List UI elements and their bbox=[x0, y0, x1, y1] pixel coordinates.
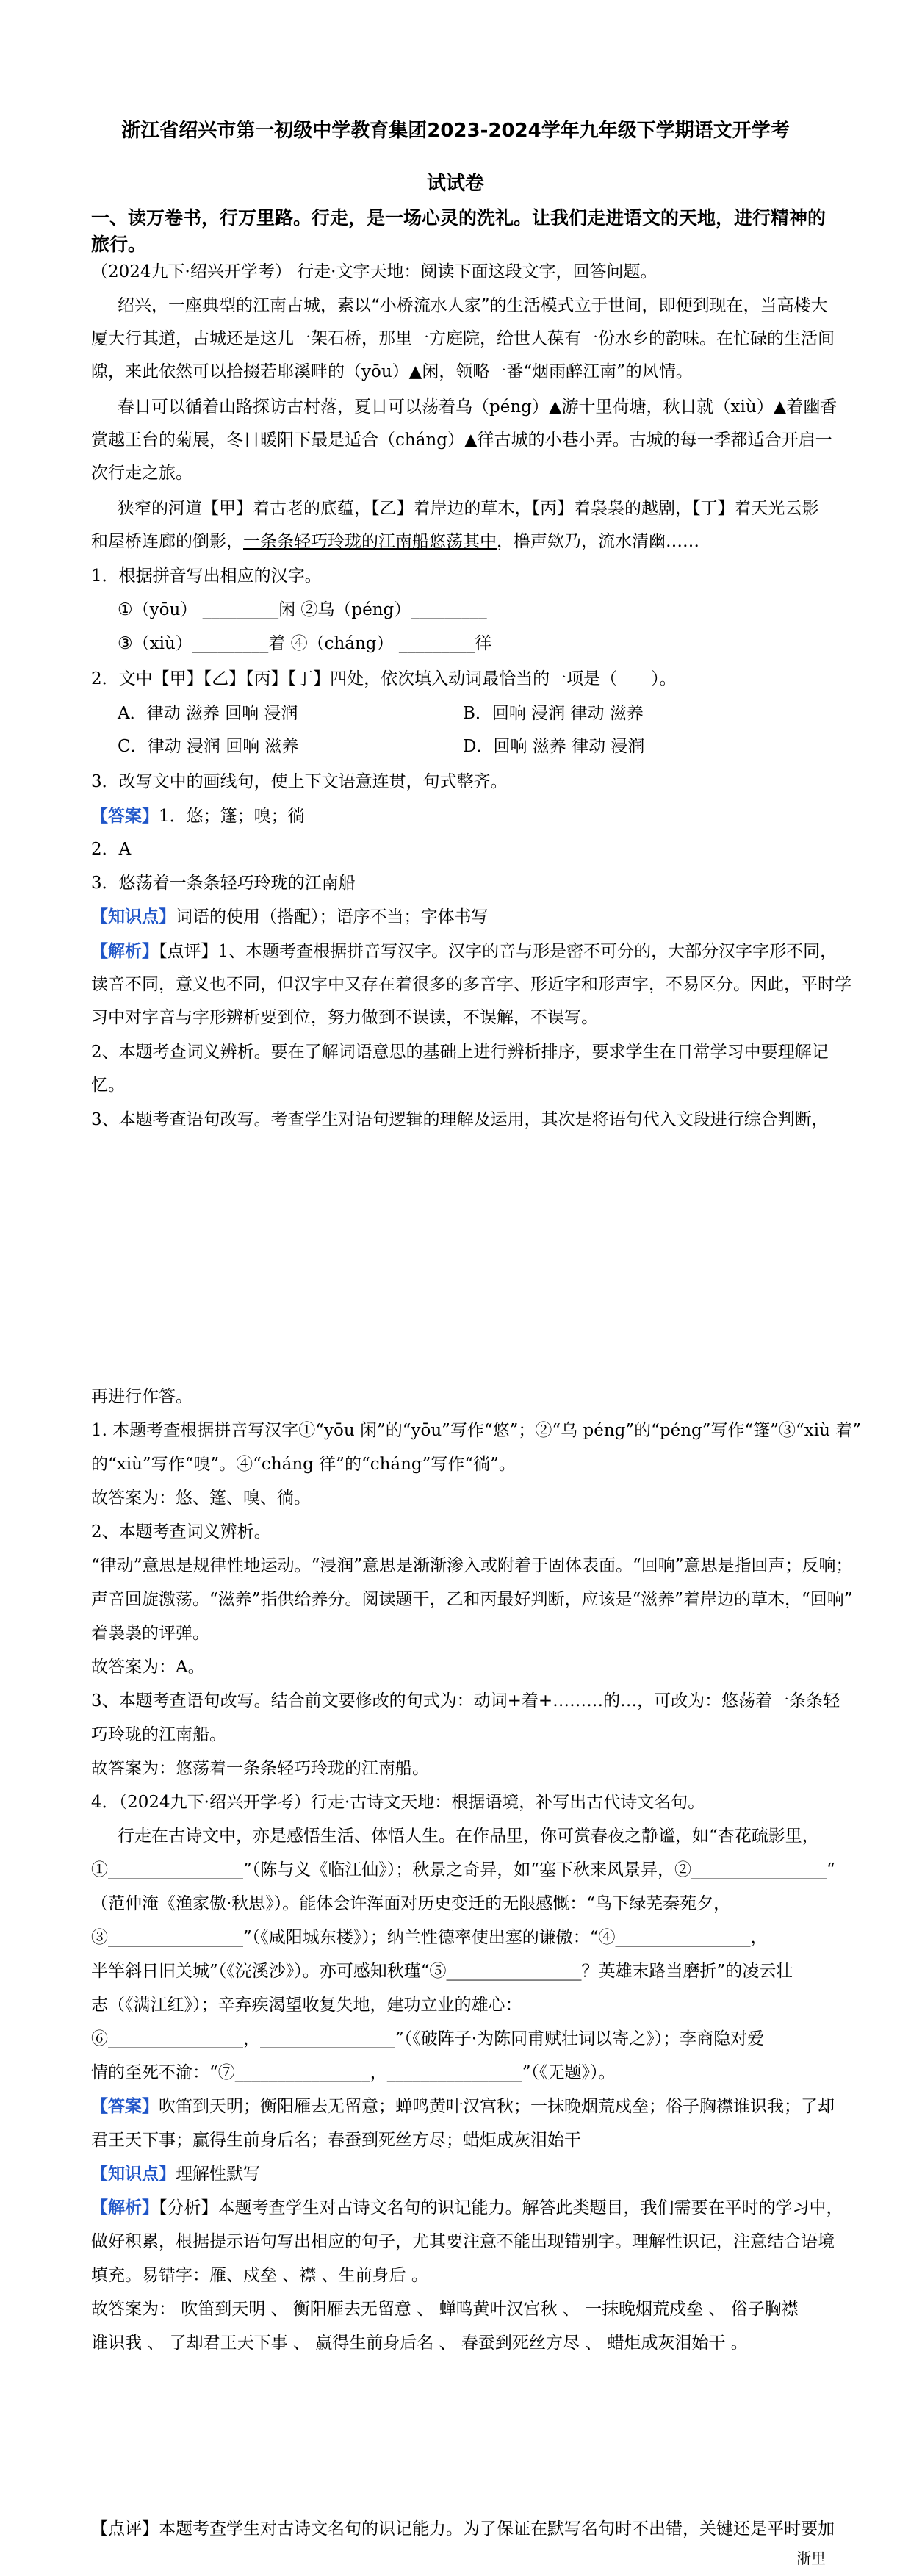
pinyin-row-1: ①（yōu） _________闲 ②乌（péng）_________ bbox=[118, 600, 487, 619]
question-4-line-1: 行走在古诗文中，亦是感悟生活、体悟人生。在作品里，你可赏春夜之静谧，如“杏花疏影里， bbox=[118, 1827, 819, 1846]
continuation-line-3: 的“xiù”写作“嗅”。④“cháng 徉”的“cháng”写作“徜”。 bbox=[91, 1455, 516, 1474]
answer-tag: 【答案】 bbox=[91, 806, 159, 826]
continuation-line-11: 巧玲珑的江南船。 bbox=[91, 1725, 226, 1744]
continuation-line-1: 再进行作答。 bbox=[91, 1387, 192, 1406]
sub-question-1: 1．根据拼音写出相应的汉字。 bbox=[91, 566, 322, 586]
passage-p2-line3: 次行走之旅。 bbox=[91, 464, 192, 483]
knowledge-point bbox=[91, 905, 826, 929]
answer-4-tag: 【答案】 bbox=[91, 2096, 159, 2116]
section-heading-line2: 旅行。 bbox=[91, 234, 147, 255]
section-heading-line1: 一、读万卷书，行万里路。行走，是一场心灵的洗礼。让我们走进语文的天地，进行精神的 bbox=[91, 207, 827, 229]
option-a: A．律动 滋养 回响 浸润 bbox=[118, 704, 298, 723]
continuation-line-5: 2、本题考查词义辨析。 bbox=[91, 1522, 271, 1541]
option-c: C．律动 浸润 回响 滋养 bbox=[118, 737, 299, 756]
knowledge-4-text: 理解性默写 bbox=[176, 2165, 260, 2184]
continuation-line-6: “律动”意思是规律性地运动。“浸润”意思是渐渐渗入或附着于固体表面。“回响”意思是指回声；反响； bbox=[91, 1556, 853, 1575]
answer-4-text-1: 吹笛到天明；衡阳雁去无留意；蝉鸣黄叶汉宫秋；一抹晚烟荒戍垒；俗子胸襟谁识我；了却 bbox=[159, 2097, 835, 2116]
analysis-4-text-1: 【分析】本题考查学生对古诗文名句的识记能力。解答此类题目，我们需要在平时的学习中， bbox=[159, 2198, 843, 2217]
analysis-line-5: 忆。 bbox=[91, 1076, 125, 1095]
answer-line-2: 2．A bbox=[91, 840, 132, 859]
knowledge-tag: 【知识点】 bbox=[91, 907, 176, 927]
knowledge-4-tag: 【知识点】 bbox=[91, 2164, 176, 2184]
passage-p2-line1: 春日可以循着山路探访古村落，夏日可以荡着乌（péng）▲游十里荷塘，秋日就（xiù）▲着幽香 bbox=[118, 397, 838, 417]
passage-p1-line3: 隙，来此依然可以拾掇若耶溪畔的（yōu）▲闲，领略一番“烟雨醉江南”的风情。 bbox=[91, 362, 693, 381]
continuation-line-4: 故答案为：悠、篷、嗅、徜。 bbox=[91, 1489, 311, 1508]
analysis-line-3: 习中对字音与字形辨析要到位，努力做到不误读，不误解，不误写。 bbox=[91, 1008, 598, 1027]
knowledge-point-4 bbox=[91, 2162, 826, 2186]
document-title-line2: 试试卷 bbox=[426, 173, 484, 195]
analysis-tag: 【解析】 bbox=[91, 941, 159, 961]
question-intro: （2024九下·绍兴开学考） 行走·文字天地：阅读下面这段文字，回答问题。 bbox=[91, 262, 658, 281]
question-4-line-6: 志（《满江红》）；辛弃疾渴望收复失地，建功立业的雄心： bbox=[91, 1996, 522, 2015]
option-b: B．回响 浸润 律动 滋养 bbox=[463, 704, 644, 723]
question-4-line-2: ①________________”（陈与义《临江仙》）；秋景之奇异，如“塞下秋来风景异，②________________“ bbox=[91, 1860, 835, 1879]
analysis-4-tag: 【解析】 bbox=[91, 2198, 159, 2217]
answer-line-1 bbox=[91, 805, 826, 828]
analysis-text-1: 【点评】1、本题考查根据拼音写汉字。汉字的音与形是密不可分的，大部分汉字字形不同， bbox=[159, 942, 838, 961]
analysis-4-line-5: 谁识我 、 了却君王天下事 、 赢得生前身后名 、 春蚕到死丝方尽 、 蜡炬成灰泪始干 。 bbox=[91, 2334, 748, 2353]
question-4-line-3: （范仲淹《渔家傲·秋思》）。能体会许浑面对历史变迁的无限感慨：“鸟下绿芜秦苑夕， bbox=[91, 1894, 731, 1913]
underlined-sentence: 一条条轻巧玲珑的江南船悠荡其中 bbox=[243, 532, 497, 551]
document-title-line1: 浙江省绍兴市第一初级中学教育集团2023-2024学年九年级下学期语文开学考 bbox=[121, 120, 790, 142]
answer-line-3: 3．悠荡着一条条轻巧玲珑的江南船 bbox=[91, 874, 356, 893]
continuation-line-7: 声音回旋激荡。“滋养”指供给养分。阅读题干，乙和丙最好判断，应该是“滋养”着岸边的草木，“回响” bbox=[91, 1590, 853, 1609]
analysis-4-line-2: 做好积累，根据提示语句写出相应的句子，尤其要注意不能出现错别字。理解性识记，注意结合语境 bbox=[91, 2232, 835, 2251]
sub-question-3: 3．改写文中的画线句，使上下文语意连贯，句式整齐。 bbox=[91, 772, 508, 791]
pinyin-row-2: ③（xiù）_________着 ④（cháng） _________徉 bbox=[118, 634, 492, 653]
passage-p1-line2: 厦大行其道，古城还是这儿一架石桥，那里一方庭院，给世人葆有一份水乡的韵味。在忙碌的生活间 bbox=[91, 329, 835, 348]
answer-4-line-1 bbox=[91, 2095, 835, 2118]
question-4-line-4: ③________________”（《咸阳城东楼》）；纳兰性德率使出塞的谦傲：“④________________， bbox=[91, 1928, 768, 1947]
passage-p1-line1: 绍兴，一座典型的江南古城，素以“小桥流水人家”的生活模式立于世间，即便到现在，当高楼大 bbox=[118, 296, 828, 315]
passage-p3-line1: 狭窄的河道【甲】着古老的底蕴，【乙】着岸边的草木，【丙】着袅袅的越剧，【丁】着天光云影 bbox=[118, 499, 819, 518]
passage-p3-pre: 和屋桥连廊的倒影， bbox=[91, 532, 243, 551]
question-4-line-5: 半竿斜日旧关城”（《浣溪沙》）。亦可感知秋瑾“⑤________________？英雄末路当磨折”的凌云壮 bbox=[91, 1962, 793, 1981]
knowledge-text: 词语的使用（搭配）；语序不当；字体书写 bbox=[176, 907, 489, 927]
analysis-line-1 bbox=[91, 940, 838, 963]
analysis-line-2: 读音不同，意义也不同，但汉字中又存在着很多的多音字、形近字和形声字，不易区分。因此，平时学 bbox=[91, 975, 851, 994]
passage-p2-line2: 赏越王台的菊展，冬日暖阳下最是适合（cháng）▲徉古城的小巷小弄。古城的每一季都适合开启一 bbox=[91, 431, 832, 450]
page-footer: 浙里 bbox=[796, 2550, 826, 2567]
question-4-line-8: 情的至死不渝：“⑦________________，________________”（《无题》）。 bbox=[91, 2063, 616, 2082]
analysis-line-4: 2、本题考查词义辨析。要在了解词语意思的基础上进行辨析排序，要求学生在日常学习中要理解记 bbox=[91, 1043, 829, 1062]
analysis-4-line-3: 填充。易错字：雁、戍垒 、襟 、生前身后 。 bbox=[91, 2266, 428, 2285]
continuation-line-2: 1. 本题考查根据拼音写汉字①“yōu 闲”的“yōu”写作“悠”；②“乌 péng”的“péng”写作“篷”③“xiù 着” bbox=[91, 1421, 861, 1440]
comment-4-line: 【点评】本题考查学生对古诗文名句的识记能力。为了保证在默写名句时不出错，关键还是平时要加 bbox=[91, 2519, 835, 2539]
continuation-line-8: 着袅袅的评弹。 bbox=[91, 1624, 209, 1643]
passage-p3-line2 bbox=[91, 530, 826, 553]
analysis-4-line-4: 故答案为： 吹笛到天明 、 衡阳雁去无留意 、 蝉鸣黄叶汉宫秋 、 一抹晚烟荒戍垒 、 俗子胸襟 bbox=[91, 2300, 799, 2319]
option-d: D．回响 滋养 律动 浸润 bbox=[463, 737, 645, 756]
answer-4-line-2: 君王天下事；赢得生前身后名；春蚕到死丝方尽；蜡炬成灰泪始干 bbox=[91, 2131, 581, 2150]
continuation-line-12: 故答案为：悠荡着一条条轻巧玲珑的江南船。 bbox=[91, 1759, 429, 1778]
analysis-line-6: 3、本题考查语句改写。考查学生对语句逻辑的理解及运用，其次是将语句代入文段进行综合判断， bbox=[91, 1110, 829, 1129]
question-4-intro: 4．（2024九下·绍兴开学考）行走·古诗文天地：根据语境，补写出古代诗文名句。 bbox=[91, 1793, 705, 1812]
passage-p3-post: ，橹声欸乃，流水清幽…… bbox=[497, 532, 699, 551]
continuation-line-10: 3、本题考查语句改写。结合前文要修改的句式为：动词+着+………的…，可改为：悠荡着一条条轻 bbox=[91, 1691, 840, 1710]
sub-question-2: 2．文中【甲】【乙】【丙】【丁】四处，依次填入动词最恰当的一项是（ ）。 bbox=[91, 669, 677, 688]
analysis-4-line-1 bbox=[91, 2196, 843, 2220]
continuation-line-9: 故答案为：A。 bbox=[91, 1658, 205, 1677]
question-4-line-7: ⑥________________，________________”（《破阵子·为陈同甫赋壮词以寄之》）；李商隐对爱 bbox=[91, 2029, 765, 2048]
answer-1-text: 1．悠；篷；嗅；徜 bbox=[159, 807, 305, 826]
